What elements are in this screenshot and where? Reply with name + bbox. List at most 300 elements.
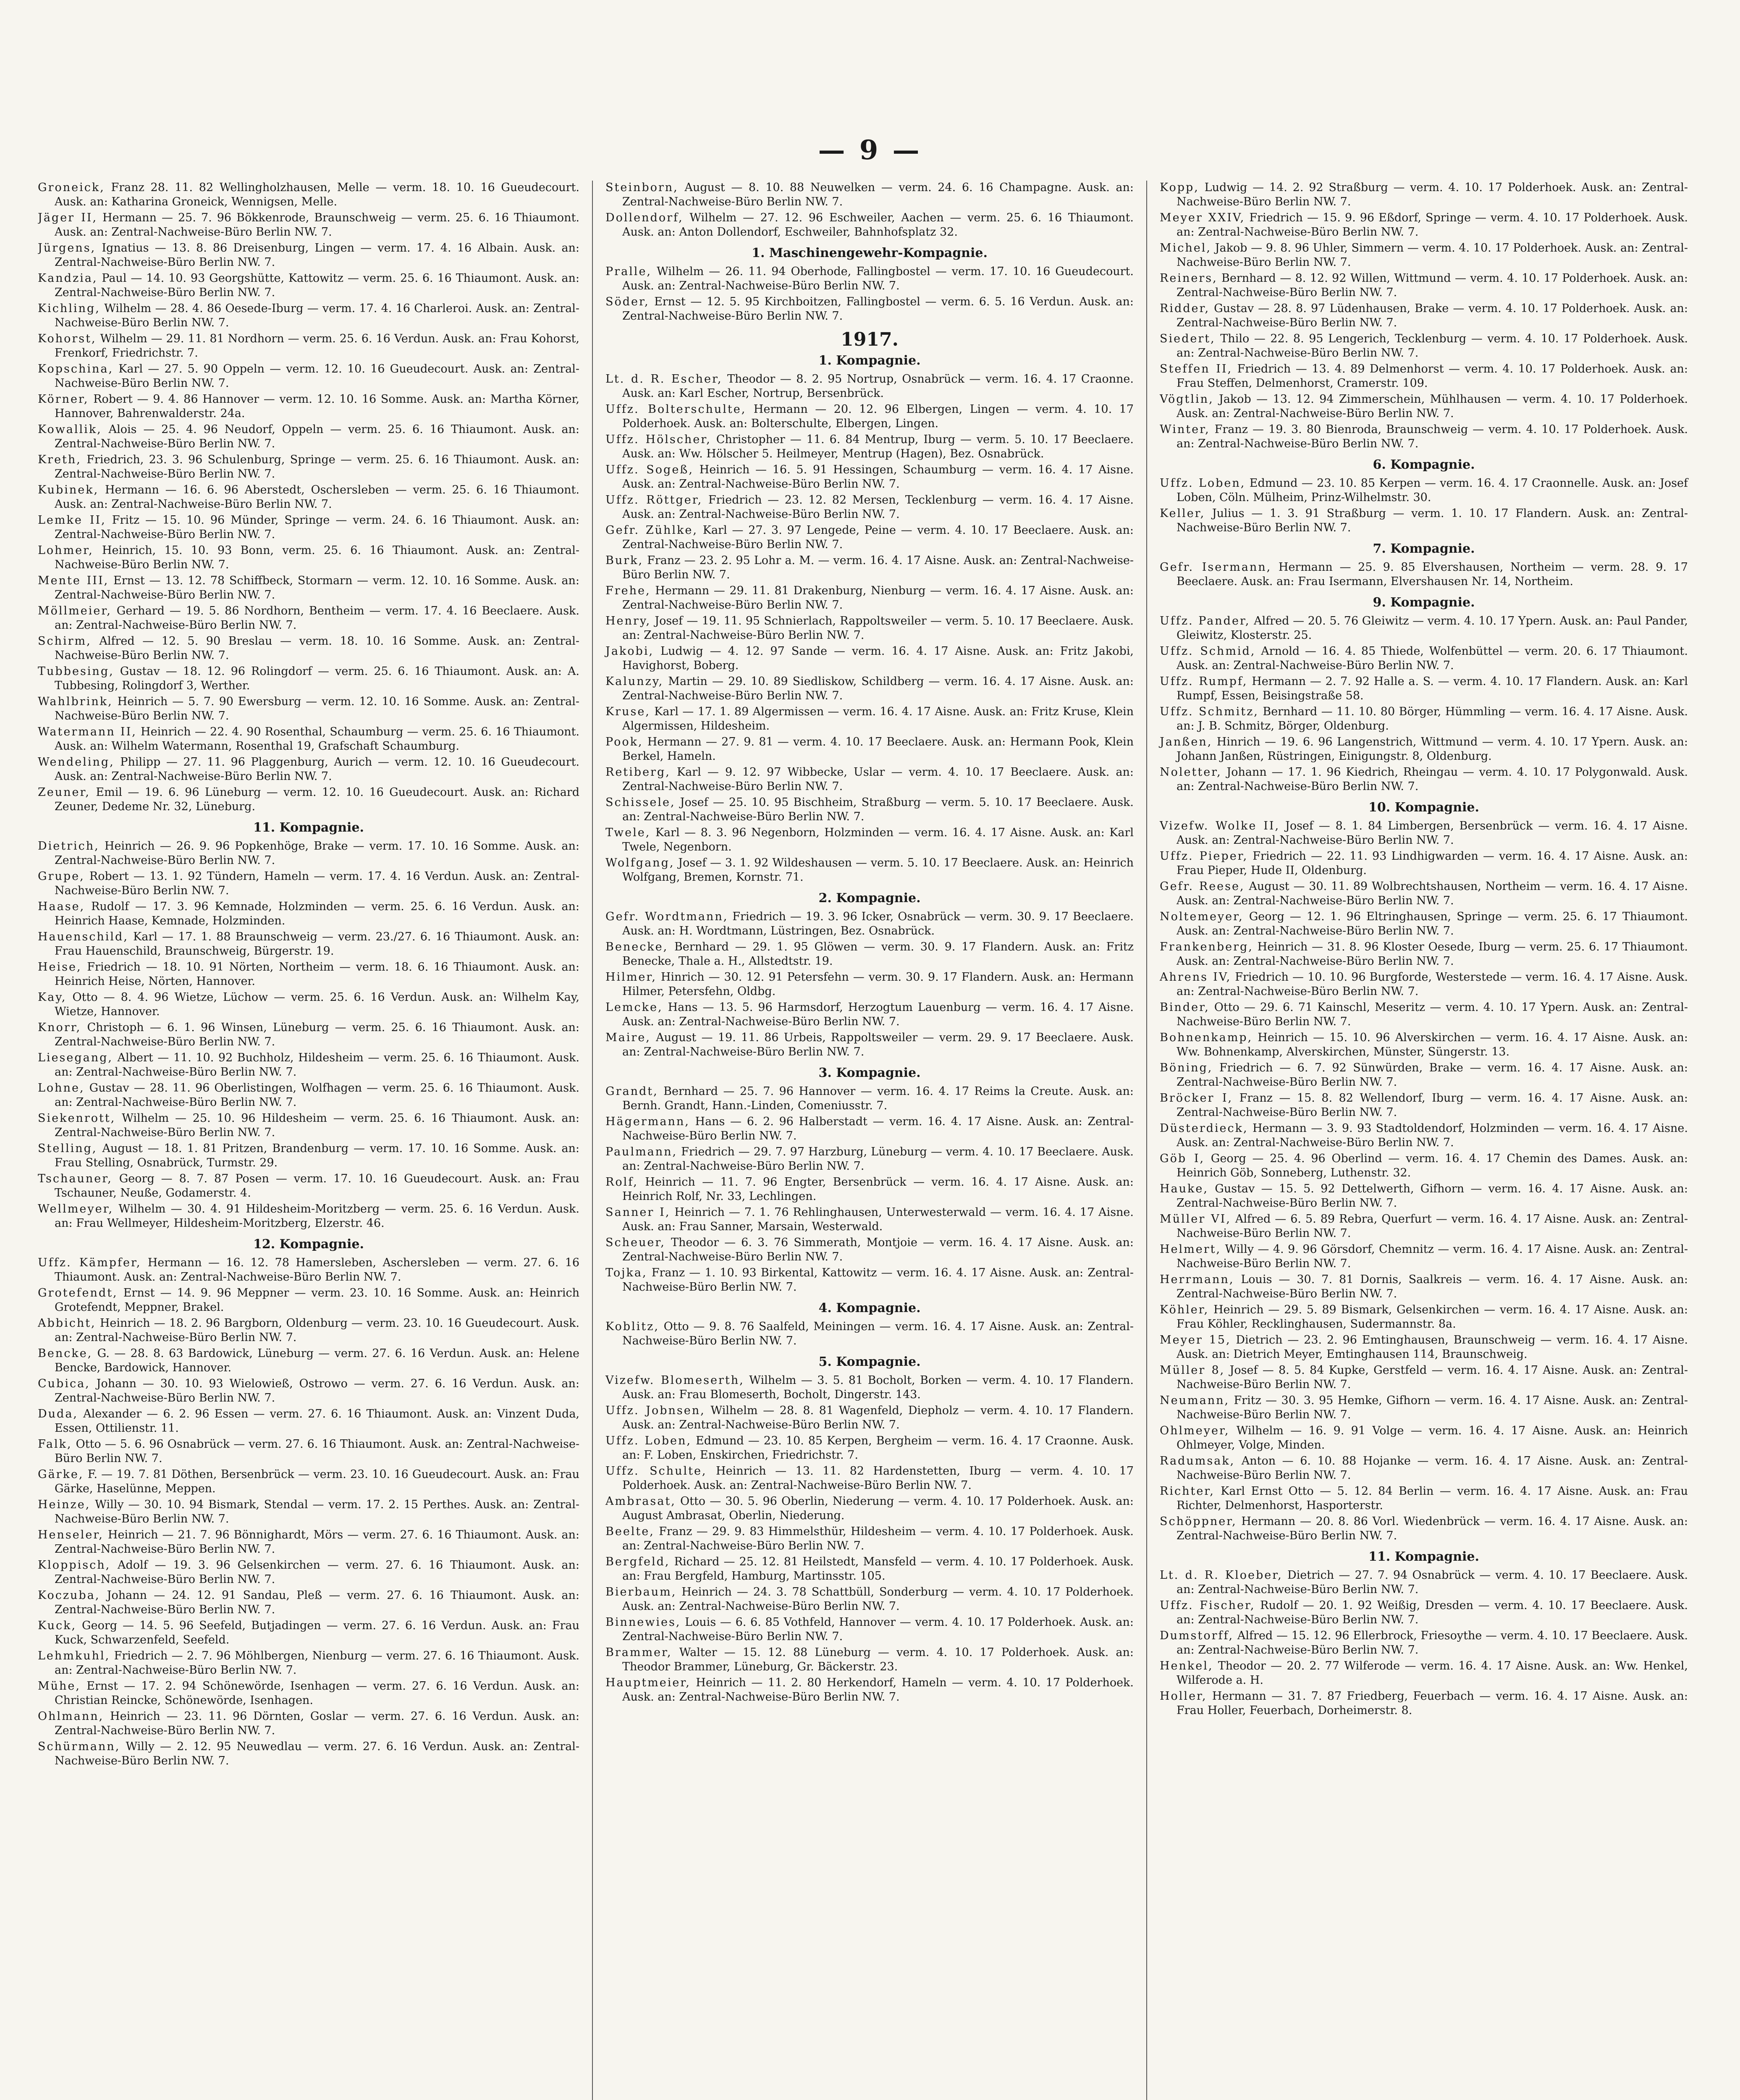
list-item <box>605 910 1134 938</box>
entry-name: Kay, <box>38 991 67 1004</box>
entry-details: Heinrich — 31. 8. 96 Kloster Oesede, Iburg — verm. 25. 6. 17 Thiaumont. Ausk. an: Zentral-Nachweise-Büro Berlin NW. 7. <box>1177 940 1688 968</box>
entry-details: Karl — 27. 3. 97 Lengede, Peine — verm. 4. 10. 17 Beeclaere. Ausk. an: Zentral-Nachweise-Büro Berlin NW. 7. <box>622 524 1134 551</box>
list-item <box>1160 507 1688 535</box>
entry-name: Hauptmeier, <box>605 1676 691 1689</box>
entry-name: Siedert, <box>1160 332 1216 345</box>
entry-details: Dietrich — 27. 7. 94 Osnabrück — verm. 4. 10. 17 Beeclaere. Ausk. an: Zentral-Nachweise-Büro Berlin NW. 7. <box>1177 1569 1688 1596</box>
list-item <box>1160 614 1688 643</box>
entry-details: Rudolf — 17. 3. 96 Kemnade, Holzminden — verm. 25. 6. 16 Verdun. Ausk. an: Heinrich Haase, Kemnade, Holzminden. <box>55 900 579 927</box>
entry-details: Georg — 14. 5. 96 Seefeld, Butjadingen — verm. 27. 6. 16 Verdun. Ausk. an: Frau Kuck, Schwarzenfeld, Seefeld. <box>55 1619 579 1646</box>
list-item <box>1160 1424 1688 1452</box>
entry-name: Schissele, <box>605 796 676 809</box>
list-item <box>38 453 579 481</box>
entry-details: Ludwig — 4. 12. 97 Sande — verm. 16. 4. 17 Aisne. Ausk. an: Fritz Jakobi, Havighorst, Boberg. <box>622 645 1134 672</box>
section-heading: 11. Kompagnie. <box>253 820 364 835</box>
list-item <box>38 604 579 633</box>
entry-name: Hauenschild, <box>38 930 128 943</box>
entry-details: Gustav — 15. 5. 92 Dettelwerth, Gifhorn — verm. 16. 4. 17 Aisne. Ausk. an: Zentral-Nachweise-Büro Berlin NW. 7. <box>1177 1182 1688 1210</box>
entry-name: Groneick, <box>38 181 105 194</box>
entry-name: Schirm, <box>38 635 92 648</box>
list-item <box>605 1525 1134 1553</box>
list-item <box>605 1494 1134 1523</box>
list-item <box>1160 241 1688 270</box>
entry-name: Bierbaum, <box>605 1586 677 1599</box>
entry-name: Tschauner, <box>38 1172 113 1185</box>
entry-name: Heinze, <box>38 1498 91 1511</box>
entry-name: Stelling, <box>38 1142 97 1155</box>
entry-details: Friedrich — 13. 4. 89 Delmenhorst — verm. 4. 10. 17 Polderhoek. Ausk. an: Frau Steffen, Delmenhorst, Cramerstr. 109. <box>1177 362 1688 390</box>
list-item <box>605 1555 1134 1583</box>
entry-details: Heinrich — 23. 11. 96 Dörnten, Goslar — verm. 27. 6. 16 Verdun. Ausk. an: Zentral-Nachweise-Büro Berlin NW. 7. <box>55 1710 579 1737</box>
entry-details: Hans — 13. 5. 96 Harmsdorf, Herzogtum Lauenburg — verm. 16. 4. 17 Aisne. Ausk. an: Zentral-Nachweise-Büro Berlin NW. 7. <box>622 1001 1134 1028</box>
list-item <box>38 1619 579 1647</box>
entry-details: Hermann — 29. 11. 81 Drakenburg, Nienburg — verm. 16. 4. 17 Aisne. Ausk. an: Zentral-Nachweise-Büro Berlin NW. 7. <box>622 584 1134 612</box>
list-item <box>605 1205 1134 1234</box>
entry-name: Richter, <box>1160 1485 1215 1498</box>
entry-details: Edmund — 23. 10. 85 Kerpen, Bergheim — verm. 16. 4. 17 Craonne. Ausk. an: F. Loben, Enskirchen, Friedrichstr. 7. <box>622 1434 1134 1462</box>
list-item <box>1160 1568 1688 1597</box>
entry-name: Herrmann, <box>1160 1273 1234 1286</box>
entry-details: Heinrich — 21. 7. 96 Bönnighardt, Mörs — verm. 27. 6. 16 Thiaumont. Ausk. an: Zentral-Nachweise-Büro Berlin NW. 7. <box>55 1528 579 1556</box>
entry-details: Friedrich — 6. 7. 92 Sünwürden, Brake — verm. 16. 4. 17 Aisne. Ausk. an: Zentral-Nachweise-Büro Berlin NW. 7. <box>1177 1061 1688 1089</box>
entry-details: Hermann — 25. 9. 85 Elvershausen, Northeim — verm. 28. 9. 17 Beeclaere. Ausk. an: Frau Isermann, Elvershausen Nr. 14, Northeim. <box>1177 561 1688 588</box>
list-item <box>1160 1000 1688 1029</box>
entry-details: Ernst — 12. 5. 95 Kirchboitzen, Fallingbostel — verm. 6. 5. 16 Verdun. Ausk. an: Zentral-Nachweise-Büro Berlin NW. 7. <box>622 295 1134 323</box>
list-item <box>38 1588 579 1617</box>
list-item <box>1160 940 1688 969</box>
list-item <box>605 1585 1134 1614</box>
list-item <box>38 634 579 663</box>
entry-details: Christoph — 6. 1. 96 Winsen, Lüneburg — verm. 25. 6. 16 Thiaumont. Ausk. an: Zentral-Nachweise-Büro Berlin NW. 7. <box>55 1021 579 1048</box>
entry-details: Heinrich — 15. 10. 96 Alverskirchen — verm. 16. 4. 17 Aisne. Ausk. an: Ww. Bohnenkamp, Alverskirchen, Münster, Süngerstr. 13. <box>1177 1031 1688 1058</box>
entry-details: Georg — 8. 7. 87 Posen — verm. 17. 10. 16 Gueudecourt. Ausk. an: Frau Tschauner, Neuße, Godamerstr. 4. <box>55 1172 579 1200</box>
list-item <box>1160 476 1688 505</box>
entry-details: Heinrich — 24. 3. 78 Schattbüll, Sonderburg — verm. 4. 10. 17 Polderhoek. Ausk. an: Zentral-Nachweise-Büro Berlin NW. 7. <box>622 1586 1134 1613</box>
list-item <box>38 392 579 421</box>
entry-details: Heinrich — 16. 5. 91 Hessingen, Schaumburg — verm. 16. 4. 17 Aisne. Ausk. an: Zentral-Nachweise-Büro Berlin NW. 7. <box>622 463 1134 491</box>
entry-name: Benecke, <box>605 940 668 953</box>
list-item <box>38 423 579 451</box>
entry-details: Friedrich, 23. 3. 96 Schulenburg, Springe — verm. 25. 6. 16 Thiaumont. Ausk. an: Zentral-Nachweise-Büro Berlin NW. 7. <box>55 453 579 480</box>
list-item <box>1160 1303 1688 1331</box>
entry-details: Franz 28. 11. 82 Wellingholzhausen, Melle — verm. 18. 10. 16 Gueudecourt. Ausk. an: Katharina Groneick, Wennigsen, Melle. <box>55 181 579 208</box>
entry-details: Josef — 25. 10. 95 Bischheim, Straßburg — verm. 5. 10. 17 Beeclaere. Ausk. an: Zentral-Nachweise-Büro Berlin NW. 7. <box>622 796 1134 823</box>
entry-details: Hermann — 25. 7. 96 Bökkenrode, Braunschweig — verm. 25. 6. 16 Thiaumont. Ausk. an: Zentral-Nachweise-Büro Berlin NW. 7. <box>55 211 579 239</box>
entry-details: Martin — 29. 10. 89 Siedliskow, Schildberg — verm. 16. 4. 17 Aisne. Ausk. an: Zentral-Nachweise-Büro Berlin NW. 7. <box>622 675 1134 702</box>
entry-details: Bernhard — 8. 12. 92 Willen, Wittmund — verm. 4. 10. 17 Polderhoek. Ausk. an: Zentral-Nachweise-Büro Berlin NW. 7. <box>1177 272 1688 299</box>
entry-name: Burk, <box>605 554 644 567</box>
list-item <box>605 1084 1134 1113</box>
list-item <box>605 1145 1134 1173</box>
list-item <box>38 990 579 1019</box>
list-item <box>605 735 1134 764</box>
list-item <box>38 1528 579 1557</box>
entry-details: Josef — 19. 11. 95 Schnierlach, Rappoltsweiler — verm. 5. 10. 17 Beeclaere. Ausk. an: Zentral-Nachweise-Büro Berlin NW. 7. <box>622 614 1134 642</box>
entry-name: Köhler, <box>1160 1303 1209 1316</box>
entry-name: Körner, <box>38 393 89 406</box>
list-item <box>1160 819 1688 848</box>
entry-details: Dietrich — 23. 2. 96 Emtinghausen, Braunschweig — verm. 16. 4. 17 Aisne. Ausk. an: Dietrich Meyer, Emtinghausen 114, Braunschweig. <box>1177 1334 1688 1361</box>
list-item <box>1160 1182 1688 1210</box>
list-item <box>38 755 579 784</box>
entry-details: Alfred — 12. 5. 90 Breslau — verm. 18. 10. 16 Somme. Ausk. an: Zentral-Nachweise-Büro Berlin NW. 7. <box>55 635 579 662</box>
entry-name: Möllmeier, <box>38 604 112 617</box>
entry-details: Otto — 5. 6. 96 Osnabrück — verm. 27. 6. 16 Thiaumont. Ausk. an: Zentral-Nachweise-Büro Berlin NW. 7. <box>55 1438 579 1465</box>
section-heading: 3. Kompagnie. <box>818 1066 921 1080</box>
entry-details: Wilhelm — 16. 9. 91 Volge — verm. 16. 4. 17 Aisne. Ausk. an: Heinrich Ohlmeyer, Volge, Minden. <box>1177 1424 1688 1452</box>
entry-details: Hermann — 16. 6. 96 Aberstedt, Oschersleben — verm. 25. 6. 16 Thiaumont. Ausk. an: Zentral-Nachweise-Büro Berlin NW. 7. <box>55 483 579 511</box>
list-item <box>1160 1484 1688 1513</box>
entry-name: Reiners, <box>1160 272 1218 285</box>
entry-details: Theodor — 20. 2. 77 Wilferode — verm. 16. 4. 17 Aisne. Ausk. an: Ww. Henkel, Wilferode a. H. <box>1177 1659 1688 1687</box>
entry-details: Fritz — 30. 3. 95 Hemke, Gifhorn — verm. 16. 4. 17 Aisne. Ausk. an: Zentral-Nachweise-Büro Berlin NW. 7. <box>1177 1394 1688 1421</box>
list-item <box>38 181 579 209</box>
list-item <box>1160 1212 1688 1241</box>
entry-details: Friedrich — 29. 7. 97 Harzburg, Lüneburg — verm. 4. 10. 17 Beeclaere. Ausk. an: Zentral-Nachweise-Büro Berlin NW. 7. <box>622 1145 1134 1173</box>
entry-name: Uffz. Loben, <box>605 1434 692 1447</box>
entry-details: Louis — 30. 7. 81 Dornis, Saalkreis — verm. 16. 4. 17 Aisne. Ausk. an: Zentral-Nachweise-Büro Berlin NW. 7. <box>1177 1273 1688 1300</box>
entry-details: Hermann — 3. 9. 93 Stadtoldendorf, Holzminden — verm. 16. 4. 17 Aisne. Ausk. an: Zentral-Nachweise-Büro Berlin NW. 7. <box>1177 1122 1688 1149</box>
entry-name: Watermann II, <box>38 725 137 738</box>
entry-details: Anton — 6. 10. 88 Hojanke — verm. 16. 4. 17 Aisne. Ausk. an: Zentral-Nachweise-Büro Berlin NW. 7. <box>1177 1454 1688 1482</box>
section-heading: 10. Kompagnie. <box>1368 800 1479 815</box>
entry-details: Ernst — 17. 2. 94 Schönewörde, Isenhagen — verm. 27. 6. 16 Verdun. Ausk. an: Christian Reincke, Schönewörde, Isenhagen. <box>55 1680 579 1707</box>
entry-name: Grupe, <box>38 870 85 883</box>
entry-details: Franz — 1. 10. 93 Birkental, Kattowitz — verm. 16. 4. 17 Aisne. Ausk. an: Zentral-Nachweise-Büro Berlin NW. 7. <box>622 1266 1134 1294</box>
entry-details: Ernst — 13. 12. 78 Schiffbeck, Stormarn — verm. 12. 10. 16 Somme. Ausk. an: Zentral-Nachweise-Büro Berlin NW. 7. <box>55 574 579 601</box>
entry-details: Wilhelm — 29. 11. 81 Nordhorn — verm. 25. 6. 16 Verdun. Ausk. an: Frau Kohorst, Frenkorf, Friedrichstr. 7. <box>55 332 579 360</box>
list-item <box>605 614 1134 643</box>
entry-name: Holler, <box>1160 1690 1207 1703</box>
entry-name: Kuck, <box>38 1619 77 1632</box>
entry-name: Vizefw. Blomeserth, <box>605 1374 744 1387</box>
entry-details: Gerhard — 19. 5. 86 Nordhorn, Bentheim — verm. 17. 4. 16 Beeclaere. Ausk. an: Zentral-Nachweise-Büro Berlin NW. 7. <box>55 604 579 632</box>
list-item <box>1160 1363 1688 1392</box>
list-item <box>605 372 1134 401</box>
entry-details: Josef — 3. 1. 92 Wildeshausen — verm. 5. 10. 17 Beeclaere. Ausk. an: Heinrich Wolfgang, Bremen, Kornstr. 71. <box>622 856 1134 884</box>
list-item <box>38 1649 579 1677</box>
entry-details: Alfred — 15. 12. 96 Ellerbrock, Friesoythe — verm. 4. 10. 17 Beeclaere. Ausk. an: Zentral-Nachweise-Büro Berlin NW. 7. <box>1177 1629 1688 1656</box>
entry-name: Steinborn, <box>605 181 679 194</box>
entry-details: Heinrich — 18. 2. 96 Bargborn, Oldenburg — verm. 23. 10. 16 Gueudecourt. Ausk. an: Zentral-Nachweise-Büro Berlin NW. 7. <box>55 1317 579 1344</box>
entry-details: Gustav — 28. 8. 97 Lüdenhausen, Brake — verm. 4. 10. 17 Polderhoek. Ausk. an: Zentral-Nachweise-Büro Berlin NW. 7. <box>1177 302 1688 329</box>
entry-name: Koczuba, <box>38 1589 100 1602</box>
list-item <box>38 1081 579 1110</box>
entry-details: Arnold — 16. 4. 85 Thiede, Wolfenbüttel — verm. 20. 6. 17 Thiaumont. Ausk. an: Zentral-Nachweise-Büro Berlin NW. 7. <box>1177 645 1688 672</box>
list-item <box>1160 1121 1688 1150</box>
entry-name: Winter, <box>1160 423 1210 436</box>
list-item <box>38 1437 579 1466</box>
entry-name: Frankenberg, <box>1160 940 1253 953</box>
entry-details: Franz — 19. 3. 80 Bienroda, Braunschweig — verm. 4. 10. 17 Polderhoek. Ausk. an: Zentral-Nachweise-Büro Berlin NW. 7. <box>1177 423 1688 450</box>
entry-details: Jakob — 9. 8. 96 Uhler, Simmern — verm. 4. 10. 17 Polderhoek. Ausk. an: Zentral-Nachweise-Büro Berlin NW. 7. <box>1177 242 1688 269</box>
entry-details: Hermann — 16. 12. 78 Hamersleben, Aschersleben — verm. 27. 6. 16 Thiaumont. Ausk. an: Zentral-Nachweise-Büro Berlin NW. 7. <box>55 1256 579 1284</box>
entry-details: August — 8. 10. 88 Neuwelken — verm. 24. 6. 16 Champagne. Ausk. an: Zentral-Nachweise-Büro Berlin NW. 7. <box>622 181 1134 208</box>
entry-details: Louis — 6. 6. 85 Vothfeld, Hannover — verm. 4. 10. 17 Polderhoek. Ausk. an: Zentral-Nachweise-Büro Berlin NW. 7. <box>622 1616 1134 1643</box>
entry-name: Uffz. Kämpfer, <box>38 1256 142 1269</box>
entry-details: Johann — 17. 1. 96 Kiedrich, Rheingau — verm. 4. 10. 17 Polygonwald. Ausk. an: Zentral-Nachweise-Büro Berlin NW. 7. <box>1177 766 1688 793</box>
entry-name: Uffz. Röttger, <box>605 494 703 507</box>
entry-name: Wellmeyer, <box>38 1202 114 1215</box>
page-number: — 9 — <box>818 134 922 166</box>
entry-details: F. — 19. 7. 81 Döthen, Bersenbrück — verm. 23. 10. 16 Gueudecourt. Ausk. an: Frau Gärke, Haselünne, Meppen. <box>55 1468 579 1495</box>
list-item <box>605 765 1134 794</box>
entry-name: Retiberg, <box>605 766 671 779</box>
entry-name: Frehe, <box>605 584 651 597</box>
list-item <box>605 181 1134 209</box>
entry-name: Brammer, <box>605 1646 672 1659</box>
entry-name: Jakobi, <box>605 645 654 658</box>
list-item <box>605 1404 1134 1432</box>
list-item <box>38 332 579 360</box>
entry-details: Richard — 25. 12. 81 Heilstedt, Mansfeld — verm. 4. 10. 17 Polderhoek. Ausk. an: Frau Bergfeld, Hamburg, Martinsstr. 105. <box>622 1555 1134 1583</box>
list-item <box>1160 181 1688 209</box>
list-item <box>38 839 579 868</box>
list-item <box>38 1316 579 1345</box>
section-heading: 12. Kompagnie. <box>253 1237 364 1252</box>
entry-name: Uffz. Bolterschulte, <box>605 403 747 416</box>
entry-name: Söder, <box>605 295 650 308</box>
entry-name: Radumsak, <box>1160 1454 1235 1467</box>
entry-details: Julius — 1. 3. 91 Straßburg — verm. 1. 10. 17 Flandern. Ausk. an: Zentral-Nachweise-Büro Berlin NW. 7. <box>1177 507 1688 534</box>
entry-name: Koblitz, <box>605 1320 659 1333</box>
entry-name: Liesegang, <box>38 1051 113 1064</box>
entry-details: Willy — 2. 12. 95 Neuwedlau — verm. 27. 6. 16 Verdun. Ausk. an: Zentral-Nachweise-Büro Berlin NW. 7. <box>55 1740 579 1767</box>
column-1 <box>38 181 592 2100</box>
entry-details: August — 18. 1. 81 Pritzen, Brandenburg — verm. 17. 10. 16 Somme. Ausk. an: Frau Stelling, Osnabrück, Turmstr. 29. <box>55 1142 579 1169</box>
list-item <box>38 1558 579 1587</box>
entry-details: Karl — 9. 12. 97 Wibbecke, Uslar — verm. 4. 10. 17 Beeclaere. Ausk. an: Zentral-Nachweise-Büro Berlin NW. 7. <box>622 766 1134 793</box>
entry-details: Gustav — 18. 12. 96 Rolingdorf — verm. 25. 6. 16 Thiaumont. Ausk. an: A. Tubbesing, Rolingdorf 3, Werther. <box>55 665 579 692</box>
entry-details: August — 30. 11. 89 Wolbrechtshausen, Northeim — verm. 16. 4. 17 Aisne. Ausk. an: Zentral-Nachweise-Büro Berlin NW. 7. <box>1177 880 1688 907</box>
entry-details: Bernhard — 29. 1. 95 Glöwen — verm. 30. 9. 17 Flandern. Ausk. an: Fritz Benecke, Thale a. H., Allstedtstr. 19. <box>622 940 1134 968</box>
list-item <box>38 1142 579 1170</box>
entry-name: Wendeling, <box>38 756 115 769</box>
entry-details: Hans — 6. 2. 96 Halberstadt — verm. 16. 4. 17 Aisne. Ausk. an: Zentral-Nachweise-Büro Berlin NW. 7. <box>622 1115 1134 1142</box>
entry-details: Friedrich — 23. 12. 82 Mersen, Tecklenburg — verm. 16. 4. 17 Aisne. Ausk. an: Zentral-Nachweise-Büro Berlin NW. 7. <box>622 494 1134 521</box>
section-heading: 2. Kompagnie. <box>818 891 921 906</box>
list-item <box>1160 705 1688 733</box>
entry-name: Janßen, <box>1160 735 1213 748</box>
list-item <box>605 675 1134 703</box>
entry-name: Uffz. Sogeß, <box>605 463 694 476</box>
entry-name: Binder, <box>1160 1001 1210 1014</box>
entry-details: Bernhard — 11. 10. 80 Börger, Hümmling — verm. 16. 4. 17 Aisne. Ausk. an: J. B. Schmitz, Börger, Oldenburg. <box>1177 705 1688 732</box>
entry-name: Siekenrott, <box>38 1112 116 1125</box>
entry-name: Ahrens IV, <box>1160 971 1232 984</box>
entry-name: Uffz. Jobnsen, <box>605 1404 705 1417</box>
entry-details: Alfred — 6. 5. 89 Rebra, Querfurt — verm. 16. 4. 17 Aisne. Ausk. an: Zentral-Nachweise-Büro Berlin NW. 7. <box>1177 1213 1688 1240</box>
entry-details: Alois — 25. 4. 96 Neudorf, Oppeln — verm. 25. 6. 16 Thiaumont. Ausk. an: Zentral-Nachweise-Büro Berlin NW. 7. <box>55 423 579 450</box>
entry-details: Wilhelm — 28. 4. 86 Oesede-Iburg — verm. 17. 4. 16 Charleroi. Ausk. an: Zentral-Nachweise-Büro Berlin NW. 7. <box>55 302 579 329</box>
entry-details: Franz — 23. 2. 95 Lohr a. M. — verm. 16. 4. 17 Aisne. Ausk. an: Zentral-Nachweise-Büro Berlin NW. 7. <box>622 554 1134 581</box>
list-item <box>1160 332 1688 360</box>
list-item <box>38 513 579 542</box>
list-item <box>605 295 1134 323</box>
list-item <box>38 1172 579 1200</box>
entry-name: Göb I, <box>1160 1152 1205 1165</box>
entry-name: Neumann, <box>1160 1394 1230 1407</box>
entry-details: Georg — 12. 1. 96 Eltringhausen, Springe — verm. 25. 6. 17 Thiaumont. Ausk. an: Zentral-Nachweise-Büro Berlin NW. 7. <box>1177 910 1688 937</box>
list-item <box>38 1709 579 1738</box>
list-item <box>1160 735 1688 764</box>
list-item <box>38 1740 579 1768</box>
entry-details: Bernhard — 25. 7. 96 Hannover — verm. 16. 4. 17 Reims la Creute. Ausk. an: Bernh. Grandt, Hann.-Linden, Comeniusstr. 7. <box>622 1085 1134 1112</box>
entry-name: Pralle, <box>605 265 652 278</box>
list-item <box>38 1021 579 1049</box>
entry-details: Karl — 17. 1. 88 Braunschweig — verm. 23./27. 6. 16 Thiaumont. Ausk. an: Frau Hauenschild, Braunschweig, Bürgerstr. 19. <box>55 930 579 958</box>
entry-details: Robert — 13. 1. 92 Tündern, Hameln — verm. 17. 4. 16 Verdun. Ausk. an: Zentral-Nachweise-Büro Berlin NW. 7. <box>55 870 579 897</box>
entry-name: Uffz. Fischer, <box>1160 1599 1255 1612</box>
entry-details: Josef — 8. 5. 84 Kupke, Gerstfeld — verm. 16. 4. 17 Aisne. Ausk. an: Zentral-Nachweise-Büro Berlin NW. 7. <box>1177 1364 1688 1391</box>
entry-details: Adolf — 19. 3. 96 Gelsenkirchen — verm. 27. 6. 16 Thiaumont. Ausk. an: Zentral-Nachweise-Büro Berlin NW. 7. <box>55 1559 579 1586</box>
list-item <box>1160 1394 1688 1422</box>
entry-name: Uffz. Rumpf, <box>1160 675 1248 688</box>
entry-name: Duda, <box>38 1407 78 1420</box>
entry-details: Heinrich, 15. 10. 93 Bonn, verm. 25. 6. 16 Thiaumont. Ausk. an: Zentral-Nachweise-Büro Berlin NW. 7. <box>55 544 579 571</box>
entry-name: Gefr. Isermann, <box>1160 561 1272 574</box>
list-item <box>1160 423 1688 451</box>
entry-name: Lehmkuhl, <box>38 1649 110 1662</box>
list-item <box>38 1467 579 1496</box>
list-item <box>605 1464 1134 1493</box>
list-item <box>605 1236 1134 1264</box>
list-item <box>605 463 1134 491</box>
entry-name: Sanner I, <box>605 1206 671 1219</box>
entry-name: Meyer 15, <box>1160 1334 1231 1347</box>
list-item <box>1160 1091 1688 1120</box>
entry-name: Hauke, <box>1160 1182 1208 1195</box>
entry-name: Heise, <box>38 961 82 974</box>
list-item <box>605 1373 1134 1402</box>
entry-name: Kopp, <box>1160 181 1199 194</box>
list-item <box>605 523 1134 552</box>
entry-details: August — 19. 11. 86 Urbeis, Rappoltsweiler — verm. 29. 9. 17 Beeclaere. Ausk. an: Zentral-Nachweise-Büro Berlin NW. 7. <box>622 1031 1134 1058</box>
entry-name: Uffz. Pander, <box>1160 614 1250 627</box>
list-item <box>1160 1689 1688 1718</box>
entry-details: Heinrich — 5. 7. 90 Ewersburg — verm. 12. 10. 16 Somme. Ausk. an: Zentral-Nachweise-Büro Berlin NW. 7. <box>55 695 579 722</box>
entry-details: Jakob — 13. 12. 94 Zimmerschein, Mühlhausen — verm. 4. 10. 17 Polderhoek. Ausk. an: Zentral-Nachweise-Büro Berlin NW. 7. <box>1177 393 1688 420</box>
entry-details: Franz — 15. 8. 82 Wellendorf, Iburg — verm. 16. 4. 17 Aisne. Ausk. an: Zentral-Nachweise-Büro Berlin NW. 7. <box>1177 1092 1688 1119</box>
entry-details: Albert — 11. 10. 92 Buchholz, Hildesheim — verm. 25. 6. 16 Thiaumont. Ausk. an: Zentral-Nachweise-Büro Berlin NW. 7. <box>55 1051 579 1079</box>
entry-name: Zeuner, <box>38 786 91 799</box>
entry-details: Fritz — 15. 10. 96 Münder, Springe — verm. 24. 6. 16 Thiaumont. Ausk. an: Zentral-Nachweise-Büro Berlin NW. 7. <box>55 514 579 541</box>
section-heading: 9. Kompagnie. <box>1373 595 1475 610</box>
entry-name: Lemke II, <box>38 514 106 527</box>
section-heading: 1. Kompagnie. <box>818 353 921 368</box>
list-item <box>38 302 579 330</box>
entry-name: Hilmer, <box>605 971 657 984</box>
list-item <box>605 584 1134 612</box>
entry-details: Hermann — 20. 12. 96 Elbergen, Lingen — verm. 4. 10. 17 Polderhoek. Ausk. an: Bolterschulte, Elbergen, Lingen. <box>622 403 1134 430</box>
entry-details: Otto — 9. 8. 76 Saalfeld, Meiningen — verm. 16. 4. 17 Aisne. Ausk. an: Zentral-Nachweise-Büro Berlin NW. 7. <box>622 1320 1134 1347</box>
entry-name: Bergfeld, <box>605 1555 670 1568</box>
list-item <box>605 1266 1134 1294</box>
entry-name: Uffz. Hölscher, <box>605 433 711 446</box>
list-item <box>1160 211 1688 239</box>
list-item <box>605 493 1134 522</box>
entry-details: Wilhelm — 28. 8. 81 Wagenfeld, Diepholz — verm. 4. 10. 17 Flandern. Ausk. an: Zentral-Nachweise-Büro Berlin NW. 7. <box>622 1404 1134 1431</box>
list-item <box>38 1498 579 1526</box>
entry-name: Jürgens, <box>38 242 96 255</box>
entry-details: Alexander — 6. 2. 96 Essen — verm. 27. 6. 16 Thiaumont. Ausk. an: Vinzent Duda, Essen, Ottilienstr. 11. <box>55 1407 579 1435</box>
entry-name: Gefr. Wordtmann, <box>605 910 728 923</box>
list-item <box>1160 765 1688 794</box>
entry-name: Ridder, <box>1160 302 1210 315</box>
entry-name: Lt. d. R. Escher, <box>605 373 723 386</box>
list-item <box>38 930 579 958</box>
list-item <box>1160 1242 1688 1271</box>
list-item <box>38 869 579 898</box>
list-item <box>1160 675 1688 703</box>
entry-name: Kloppisch, <box>38 1559 111 1572</box>
entry-details: Georg — 25. 4. 96 Oberlind — verm. 16. 4. 17 Chemin des Dames. Ausk. an: Heinrich Göb, Sonneberg, Luthenstr. 32. <box>1177 1152 1688 1179</box>
entry-name: Kubinek, <box>38 483 99 496</box>
entry-name: Kichling, <box>38 302 100 315</box>
list-item <box>38 362 579 391</box>
entry-details: Robert — 9. 4. 86 Hannover — verm. 12. 10. 16 Somme. Ausk. an: Martha Körner, Hannover, Bahrenwalderstr. 24a. <box>55 393 579 420</box>
section-heading: 1. Maschinengewehr-Kompagnie. <box>752 246 988 260</box>
list-item <box>605 644 1134 673</box>
list-item <box>1160 1629 1688 1657</box>
entry-details: Hinrich — 19. 6. 96 Langenstrich, Wittmund — verm. 4. 10. 17 Ypern. Ausk. an: Johann Janßen, Rüstringen, Einigungstr. 8, Oldenburg. <box>1177 735 1688 763</box>
entry-details: Wilhelm — 3. 5. 81 Bocholt, Borken — verm. 4. 10. 17 Flandern. Ausk. an: Frau Blomeserth, Bocholt, Dingerstr. 143. <box>622 1374 1134 1401</box>
list-item <box>38 483 579 512</box>
list-item <box>605 970 1134 999</box>
entry-name: Gärke, <box>38 1468 84 1481</box>
list-item <box>1160 1031 1688 1059</box>
entry-name: Keller, <box>1160 507 1205 520</box>
list-item <box>38 664 579 693</box>
entry-name: Noletter, <box>1160 766 1222 779</box>
entry-name: Bencke, <box>38 1347 93 1360</box>
entry-name: Beelte, <box>605 1525 655 1538</box>
list-item <box>38 695 579 723</box>
entry-details: Friedrich — 18. 10. 91 Nörten, Northeim — verm. 18. 6. 16 Thiaumont. Ausk. an: Heinrich Heise, Nörten, Hannover. <box>55 961 579 988</box>
entry-name: Maire, <box>605 1031 651 1044</box>
entry-details: Thilo — 22. 8. 95 Lengerich, Tecklenburg — verm. 4. 10. 17 Polderhoek. Ausk. an: Zentral-Nachweise-Büro Berlin NW. 7. <box>1177 332 1688 360</box>
entry-details: Theodor — 6. 3. 76 Simmerath, Montjoie — verm. 16. 4. 17 Aisne. Ausk. an: Zentral-Nachweise-Büro Berlin NW. 7. <box>622 1236 1134 1263</box>
entry-name: Kowallik, <box>38 423 102 436</box>
entry-details: Karl Ernst Otto — 5. 12. 84 Berlin — verm. 16. 4. 17 Aisne. Ausk. an: Frau Richter, Delmenhorst, Hasporterstr. <box>1177 1485 1688 1512</box>
entry-name: Ambrasat, <box>605 1495 676 1508</box>
entry-details: Willy — 30. 10. 94 Bismark, Stendal — verm. 17. 2. 15 Perthes. Ausk. an: Zentral-Nachweise-Büro Berlin NW. 7. <box>55 1498 579 1525</box>
list-item <box>605 265 1134 293</box>
entry-name: Ohlmann, <box>38 1710 104 1723</box>
list-item <box>605 1646 1134 1674</box>
list-item <box>38 1051 579 1079</box>
entry-name: Schöppner, <box>1160 1515 1237 1528</box>
list-item <box>38 1407 579 1436</box>
entry-name: Lemcke, <box>605 1001 663 1014</box>
entry-name: Dietrich, <box>38 840 100 853</box>
entry-details: Karl — 17. 1. 89 Algermissen — verm. 16. 4. 17 Aisne. Ausk. an: Fritz Kruse, Klein Algermissen, Hildesheim. <box>622 705 1134 732</box>
entry-name: Scheuer, <box>605 1236 666 1249</box>
entry-name: Abbicht, <box>38 1317 96 1330</box>
entry-details: Willy — 4. 9. 96 Görsdorf, Chemnitz — verm. 16. 4. 17 Aisne. Ausk. an: Zentral-Nachweise-Büro Berlin NW. 7. <box>1177 1243 1688 1270</box>
entry-name: Mente III, <box>38 574 109 587</box>
entry-details: Otto — 30. 5. 96 Oberlin, Niederung — verm. 4. 10. 17 Polderhoek. Ausk. an: August Ambrasat, Oberlin, Niederung. <box>622 1495 1134 1522</box>
entry-name: Mühe, <box>38 1680 81 1693</box>
columns <box>38 181 1701 2100</box>
entry-details: Walter — 15. 12. 88 Lüneburg — verm. 4. 10. 17 Polderhoek. Ausk. an: Theodor Brammer, Lüneburg, Gr. Bäckerstr. 23. <box>622 1646 1134 1673</box>
entry-name: Uffz. Schulte, <box>605 1465 707 1478</box>
year-heading: 1917. <box>841 329 899 350</box>
entry-name: Haase, <box>38 900 85 913</box>
entry-details: Ernst — 14. 9. 96 Meppner — verm. 23. 10. 16 Somme. Ausk. an: Heinrich Grotefendt, Meppner, Brakel. <box>55 1286 579 1314</box>
entry-details: Heinrich — 7. 1. 76 Rehlinghausen, Unterwesterwald — verm. 16. 4. 17 Aisne. Ausk. an: Frau Sanner, Marsain, Westerwald. <box>622 1206 1134 1233</box>
entry-name: Bohnenkamp, <box>1160 1031 1253 1044</box>
